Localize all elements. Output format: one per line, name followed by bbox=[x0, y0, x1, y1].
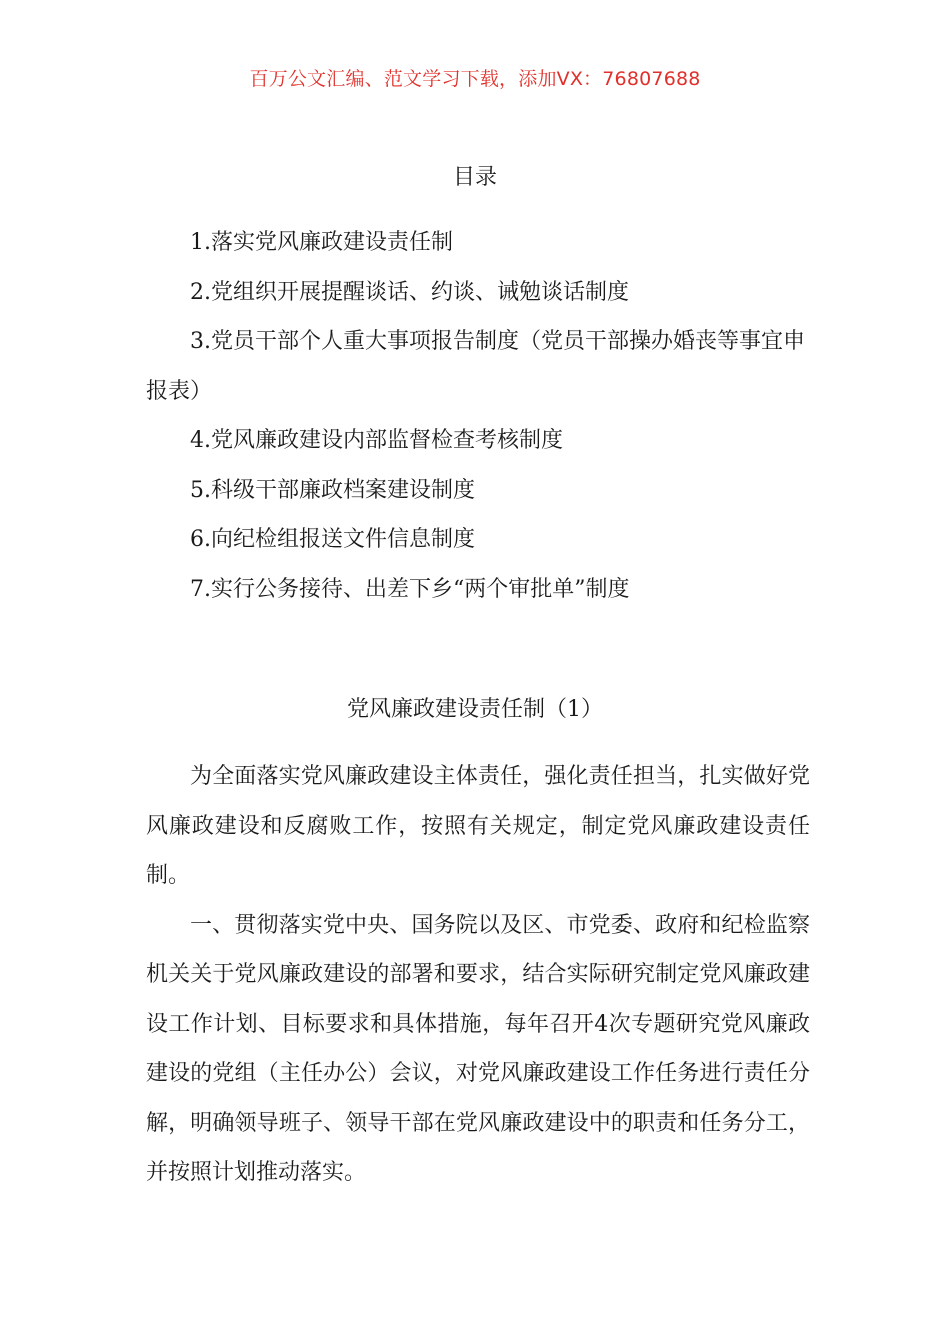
toc-title: 目录 bbox=[452, 165, 497, 190]
toc-item: 3.党员干部个人重大事项报告制度（党员干部操办婚丧等事宜申报表） bbox=[146, 329, 805, 404]
toc-item: 1.落实党风廉政建设责任制 bbox=[190, 230, 453, 255]
toc-item: 4.党风廉政建设内部监督检查考核制度 bbox=[190, 428, 563, 453]
toc-item: 5.科级干部廉政档案建设制度 bbox=[190, 477, 475, 503]
section-body bbox=[146, 752, 810, 1198]
body-paragraph: 为全面落实党风廉政建设主体责任，强化责任担当，扎实做好党风廉政建设和反腐败工作，按照有关规定，制定党风廉政建设责任制。 bbox=[146, 764, 810, 888]
toc-item: 7.实行公务接待、出差下乡“两个审批单”制度 bbox=[190, 576, 630, 602]
toc-item: 6.向纪检组报送文件信息制度 bbox=[190, 527, 475, 552]
header-notice: 百万公文汇编、范文学习下载，添加VX：76807688 bbox=[249, 68, 701, 90]
toc-list bbox=[146, 218, 810, 614]
section-title: 党风廉政建设责任制（1） bbox=[347, 697, 603, 722]
toc-item: 2.党组织开展提醒谈话、约谈、诫勉谈话制度 bbox=[190, 279, 629, 305]
body-paragraph: 一、贯彻落实党中央、国务院以及区、市党委、政府和纪检监察机关关于党风廉政建设的部署和要求，结合实际研究制定党风廉政建设工作计划、目标要求和具体措施，每年召开4次专题研究党风廉政建设的党组（主任办公）会议，对党风廉政建设工作任务进行责任分解，明确领导班子、领导干部在党风廉政建设中的职责和任务分工，并按照计划推动落实。 bbox=[146, 912, 810, 1185]
